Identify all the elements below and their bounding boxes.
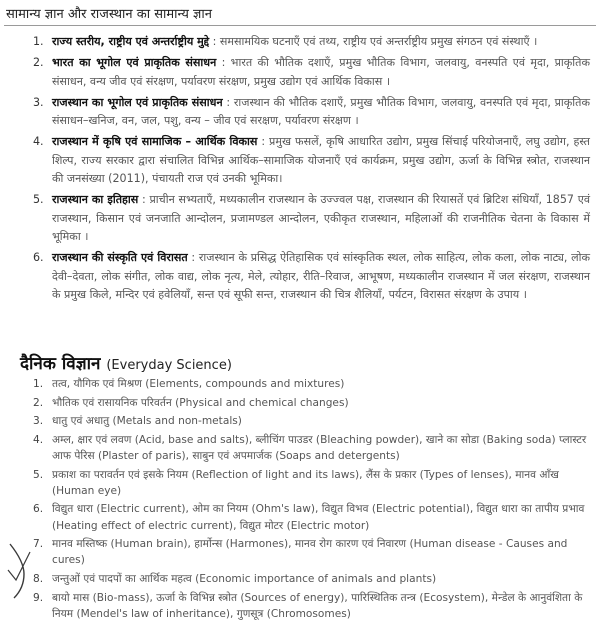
item-text: मानव मस्तिष्क (Human brain), हार्मोन्स (Harmones), मानव रोग कारण एवं निवारण (Human disease - Causes and cures) (52, 538, 568, 567)
item-text: धातु एवं अधातु (Metals and non-metals) (52, 415, 242, 428)
item-number: 6. (33, 251, 44, 265)
item-number: 5. (33, 193, 44, 207)
section-heading-english: (Everyday Science) (106, 358, 232, 373)
item-heading: राजस्थान की संस्कृति एवं विरासत (52, 251, 188, 265)
gk-section (0, 33, 600, 307)
item-text: बायो मास (Bio-mass), ऊर्जा के विभिन्न स्त्रोत (Sources of energy), पारिस्थितिक तन्त्र (Ecosystem), मेन्डेल के आनुवंशिता के नियम (Mendel's law of inheritance), गुणसूत्र (Chromosomes) (52, 591, 583, 620)
item-body: प्राचीन सभ्यताएँ, मध्यकालीन राजस्थान के उज्ज्वल पक्ष, राजस्थान की रियासतें एवं ब्रिटिश संधियाँ, 1857 एवं राजस्थान, किसान एवं जनजाति आन्दोलन, प्रजामण्डल आन्दोलन, एकीकृत राजस्थान, महिलाओं की राजनीतिक चेतना के विकास में भूमिका । (52, 193, 590, 243)
item-heading: भारत का भूगोल एवं प्राकृतिक संसाधन (52, 56, 217, 70)
item-text: जन्तुओं एवं पादपों का आर्थिक महत्व (Economic importance of animals and plants) (52, 572, 437, 585)
gk-item-3: 3. राजस्थान का भूगोल एवं प्राकृतिक संसाधन : राजस्थान की भौतिक दशाएँ, प्रमुख भौतिक विभाग, जलवायु, वनस्पति एवं मृदा, प्राकृतिक संसाधन–खनिज, वन, जल, पशु, वन्य – जीव एवं सरक्षण, पर्यावरण संरक्षण । (33, 95, 591, 128)
item-heading: राज्य स्तरीय, राष्ट्रीय एवं अन्तर्राष्ट्रीय मुद्दे (52, 35, 210, 48)
science-item-1 (0, 376, 600, 392)
item-heading: राजस्थान का भूगोल एवं प्राकृतिक संसाधन (52, 95, 223, 109)
item-number: 2. (33, 396, 44, 409)
science-item-8 (0, 571, 600, 587)
science-item-9 (0, 590, 600, 622)
gk-item-5: 5. राजस्थान का इतिहास : प्राचीन सभ्यताएँ, मध्यकालीन राजस्थान के उज्ज्वल पक्ष, राजस्थान की रियासतें एवं ब्रिटिश संधियाँ, 1857 एवं राजस्थान, किसान एवं जनजाति आन्दोलन, प्रजामण्डल आन्दोलन, एकीकृत राजस्थान, महिलाओं की राजनीतिक चेतना के विकास में भूमिका । (33, 193, 590, 243)
item-text: अम्ल, क्षार एवं लवण (Acid, base and salts), ब्लीचिंग पाउडर (Bleaching powder), खाने का सोडा (Baking soda) प्लास्टर आफ पेरिस (Plaster of paris), साबुन एवं अपमार्जक (Soaps and detergents) (52, 433, 587, 462)
gk-item-6: 6. राजस्थान की संस्कृति एवं विरासत : राजस्थान के प्रसिद्ध ऐतिहासिक एवं सांस्कृतिक स्थल, लोक साहित्य, लोक कला, लोक नाट्य, लोक देवी–देवता, लोक संगीत, लोक वाद्य, लोक नृत्य, मेले, त्योहार, रीति–रिवाज, आभूषण, मध्यकालीन राजस्थान में जल संरक्षण, राजस्थान के प्रमुख किले, मन्दिर एवं हवेलियाँ, सन्त एवं सूफी सन्त, राजस्थान की चित्र शैलियाँ, पर्यटन, विरासत संरक्षण के उपाय । (33, 251, 591, 301)
science-item-5 (0, 467, 600, 499)
item-body: प्रमुख फसलें, कृषि आधारित उद्योग, प्रमुख सिंचाई परियोजनाएँ, लघु उद्योग, हस्त शिल्प, राज्य सरकार द्वारा संचालित विभिन्न आर्थिक–सामाजिक योजनाएँ एवं कार्यक्रम, प्रमुख उद्योग, ऊर्जा के विभिन्न स्त्रोत, राजस्थान की जनसंख्या (2011), पंचायती राज एवं उनकी भूमिका। (52, 135, 590, 186)
item-text: तत्व, यौगिक एवं मिश्रण (Elements, compounds and mixtures) (52, 378, 345, 390)
section-heading-hindi: दैनिक विज्ञान (20, 354, 101, 374)
science-item-4 (0, 432, 600, 464)
item-number: 5. (33, 468, 44, 481)
science-item-6 (0, 501, 600, 533)
item-body: राजस्थान की भौतिक दशाएँ, प्रमुख भौतिक विभाग, जलवायु, वनस्पति एवं मृदा, प्राकृतिक संसाधन–खनिज, वन, जल, पशु, वन्य – जीव एवं सरक्षण, पर्यावरण संरक्षण । (52, 95, 591, 128)
gk-item-1: 1. राज्य स्तरीय, राष्ट्रीय एवं अन्तर्राष्ट्रीय मुद्दे : समसामयिक घटनाएँ एवं तथ्य, राष्ट्रीय एवं अन्तर्राष्ट्रीय प्रमुख संगठन एवं संस्थाएँ । (0, 33, 600, 51)
everyday-science-section (0, 352, 600, 624)
item-body: भारत की भौतिक दशाएँ, प्रमुख भौतिक विभाग, जलवायु, वनस्पति एवं मृदा, प्राकृतिक संसाधन, वन्य जीव एवं संरक्षण, पर्यावरण संरक्षण, प्रमुख उद्योग एवं आर्थिक विकास । (52, 56, 590, 88)
item-number: 6. (33, 503, 44, 516)
gk-item-4: 4. राजस्थान में कृषि एवं सामाजिक – आर्थिक विकास : प्रमुख फसलें, कृषि आधारित उद्योग, प्रमुख सिंचाई परियोजनाएँ, लघु उद्योग, हस्त शिल्प, राज्य सरकार द्वारा संचालित विभिन्न आर्थिक–सामाजिक योजनाएँ एवं कार्यक्रम, प्रमुख उद्योग, ऊर्जा के विभिन्न स्त्रोत, राजस्थान की जनसंख्या (2011), पंचायती राज एवं उनकी भूमिका। (33, 135, 590, 186)
science-item-7 (0, 536, 600, 568)
science-item-3 (0, 413, 600, 429)
item-text: विद्युत धारा (Electric current), ओम का नियम (Ohm's law), विद्युत विभव (Electric potential), विद्युत धारा का तापीय प्रभाव (Heating effect of electric current), विद्युत मोटर (Electric motor) (52, 503, 585, 532)
gk-item-2: 2. भारत का भूगोल एवं प्राकृतिक संसाधन : भारत की भौतिक दशाएँ, प्रमुख भौतिक विभाग, जलवायु, वनस्पति एवं मृदा, प्राकृतिक संसाधन, वन्य जीव एवं संरक्षण, पर्यावरण संरक्षण, प्रमुख उद्योग एवं आर्थिक विकास । (33, 56, 590, 88)
item-number: 1. (33, 378, 44, 390)
item-body: समसामयिक घटनाएँ एवं तथ्य, राष्ट्रीय एवं अन्तर्राष्ट्रीय प्रमुख संगठन एवं संस्थाएँ । (219, 35, 538, 48)
item-text: प्रकाश का परावर्तन एवं इसके नियम (Reflection of light and its laws), लैंस के प्रकार (Types of lenses), मानव आँख (Human eye) (52, 468, 559, 497)
item-number: 1. (33, 35, 44, 48)
page-title: सामान्य ज्ञान और राजस्थान का सामान्य ज्ञान (6, 7, 212, 22)
item-number: 4. (33, 433, 44, 446)
item-number: 8. (33, 572, 44, 585)
item-heading: राजस्थान का इतिहास (52, 193, 139, 207)
item-number: 9. (33, 591, 44, 604)
item-number: 3. (33, 415, 44, 428)
item-number: 7. (33, 538, 44, 551)
item-body: राजस्थान के प्रसिद्ध ऐतिहासिक एवं सांस्कृतिक स्थल, लोक साहित्य, लोक कला, लोक नाट्य, लोक देवी–देवता, लोक संगीत, लोक वाद्य, लोक नृत्य, मेले, त्योहार, रीति–रिवाज, आभूषण, मध्यकालीन राजस्थान में जल संरक्षण, राजस्थान के प्रमुख किले, मन्दिर एवं हवेलियाँ, सन्त एवं सूफी सन्त, राजस्थान की चित्र शैलियाँ, पर्यटन, विरासत संरक्षण के उपाय । (52, 251, 591, 301)
title-divider (4, 25, 596, 26)
section-heading (0, 352, 600, 376)
item-number: 2. (33, 56, 44, 70)
item-number: 4. (33, 135, 44, 149)
item-number: 3. (33, 95, 44, 109)
pen-mark (0, 540, 40, 602)
item-text: भौतिक एवं रासायनिक परिवर्तन (Physical and chemical changes) (52, 396, 349, 409)
science-item-2 (0, 395, 600, 411)
item-heading: राजस्थान में कृषि एवं सामाजिक – आर्थिक विकास (52, 135, 258, 149)
